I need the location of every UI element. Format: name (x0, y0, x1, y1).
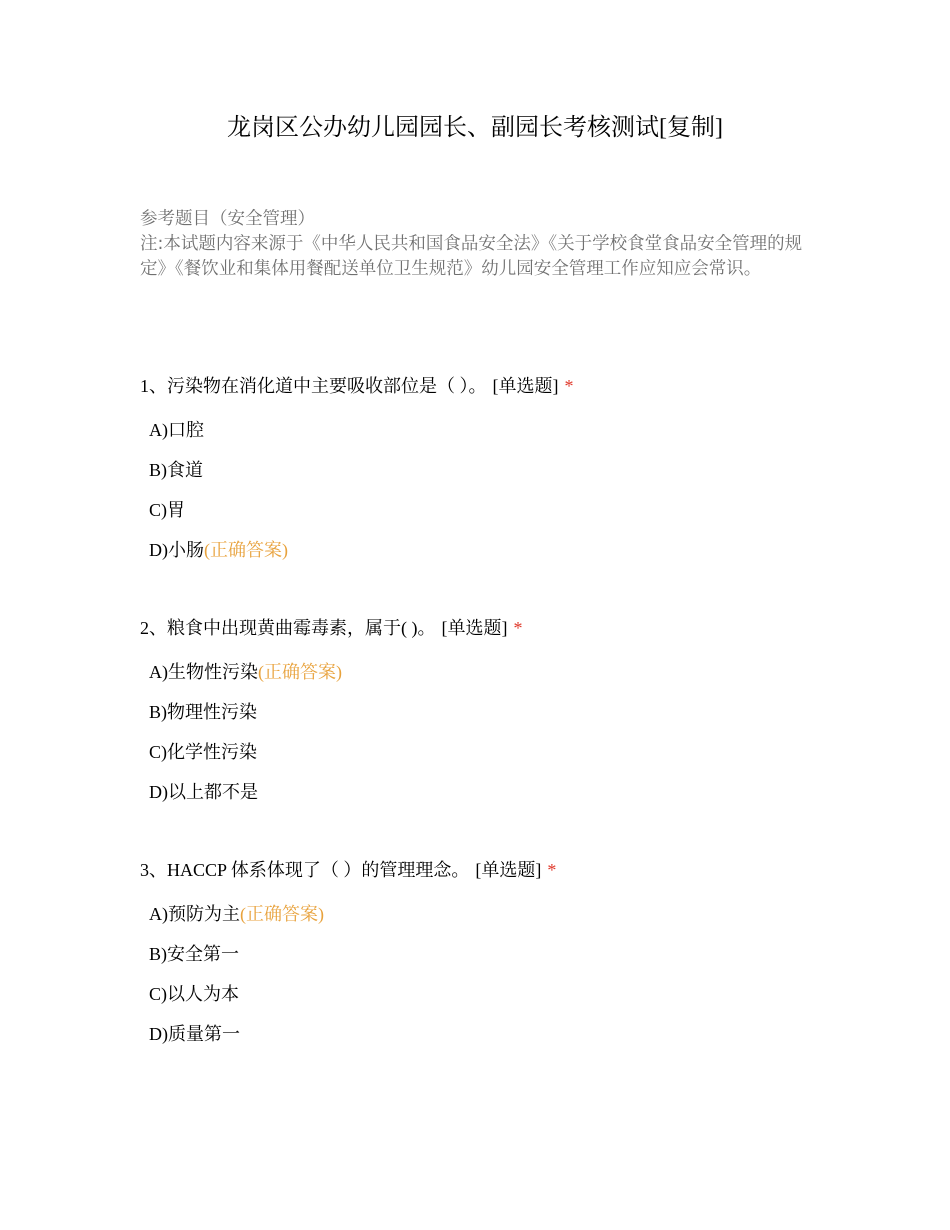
page-title: 龙岗区公办幼儿园园长、副园长考核测试[复制] (227, 115, 723, 141)
question-text-row (140, 371, 840, 401)
question-text-row (140, 855, 840, 885)
option-b: B)安全第一 (149, 944, 239, 964)
option-list (149, 901, 840, 1047)
option-list (149, 417, 840, 563)
intro-heading: 参考题目（安全管理） (140, 209, 315, 229)
intro-note: 注:本试题内容来源于《中华人民共和国食品安全法》《关于学校食堂食品安全管理的规定》《餐饮业和集体用餐配送单位卫生规范》幼儿园安全管理工作应知应会常识。 (140, 234, 803, 279)
required-mark: * (513, 618, 523, 638)
correct-answer-tag: (正确答案) (204, 540, 288, 560)
required-mark: * (547, 860, 557, 880)
question-2 (140, 613, 840, 819)
option-a: A)口腔 (149, 420, 204, 440)
question-3 (140, 855, 840, 1061)
question-text-row (140, 613, 840, 643)
question-text: 2、粮食中出现黄曲霉毒素，属于( )。 (140, 618, 436, 638)
correct-answer-tag: (正确答案) (240, 904, 324, 924)
question-type: [单选题] (492, 376, 559, 396)
question-text: 1、污染物在消化道中主要吸收部位是（ ）。 (140, 376, 487, 396)
option-b: B)食道 (149, 460, 203, 480)
question-type: [单选题] (475, 860, 542, 880)
option-a: A)生物性污染(正确答案) (149, 662, 342, 682)
correct-answer-tag: (正确答案) (258, 662, 342, 682)
required-mark: * (564, 376, 574, 396)
option-list (149, 659, 840, 805)
option-d: D)以上都不是 (149, 782, 258, 802)
option-c: C)胃 (149, 500, 185, 520)
option-d: D)质量第一 (149, 1024, 240, 1044)
question-type: [单选题] (441, 618, 508, 638)
option-c: C)以人为本 (149, 984, 239, 1004)
question-1 (140, 371, 840, 577)
option-c: C)化学性污染 (149, 742, 257, 762)
question-text: 3、HACCP 体系体现了（ ）的管理理念。 (140, 860, 470, 880)
option-a: A)预防为主(正确答案) (149, 904, 324, 924)
intro-section (140, 207, 820, 282)
option-d: D)小肠(正确答案) (149, 540, 288, 560)
option-b: B)物理性污染 (149, 702, 257, 722)
